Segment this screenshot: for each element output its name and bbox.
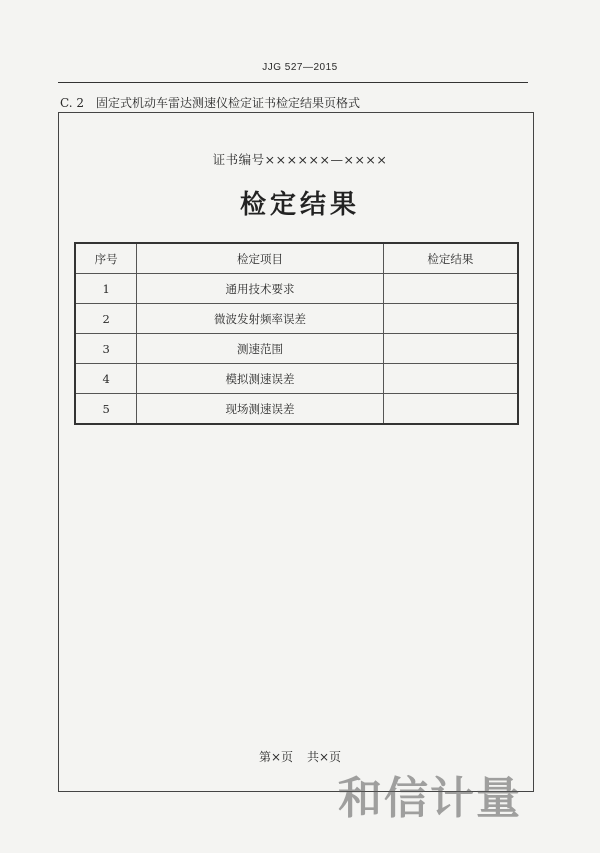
- standard-code: JJG 527—2015: [262, 62, 338, 73]
- row-seq: 3: [75, 334, 137, 364]
- row-item: 模拟测速误差: [137, 364, 384, 394]
- page-number: 第×页: [258, 750, 293, 764]
- row-item: 测速范围: [137, 334, 384, 364]
- row-item: 微波发射频率误差: [137, 304, 384, 334]
- row-item: 通用技术要求: [137, 274, 384, 304]
- row-result: [383, 304, 518, 334]
- table-row: [75, 394, 518, 425]
- table-row: [75, 274, 518, 304]
- row-seq: 5: [75, 394, 137, 425]
- header-seq: 序号: [75, 243, 137, 274]
- row-result: [383, 394, 518, 425]
- table-row: [75, 364, 518, 394]
- header-result: 检定结果: [383, 243, 518, 274]
- section-number: C. 2: [60, 96, 85, 110]
- row-seq: 2: [75, 304, 137, 334]
- header-item: 检定项目: [137, 243, 384, 274]
- row-result: [383, 274, 518, 304]
- row-seq: 4: [75, 364, 137, 394]
- results-table: [74, 242, 519, 425]
- table-row: [75, 334, 518, 364]
- row-result: [383, 364, 518, 394]
- certificate-number: 证书编号××××××—××××: [212, 152, 388, 167]
- section-heading: [60, 94, 360, 111]
- table-header-row: [75, 243, 518, 274]
- table-row: [75, 304, 518, 334]
- header-rule: [58, 82, 528, 83]
- page-total: 共×页: [307, 750, 342, 764]
- row-item: 现场测速误差: [137, 394, 384, 425]
- row-seq: 1: [75, 274, 137, 304]
- row-result: [383, 334, 518, 364]
- section-title: 固定式机动车雷达测速仪检定证书检定结果页格式: [96, 96, 361, 110]
- page-title: 检定结果: [239, 190, 360, 220]
- watermark-logo: 和信计量: [338, 773, 522, 824]
